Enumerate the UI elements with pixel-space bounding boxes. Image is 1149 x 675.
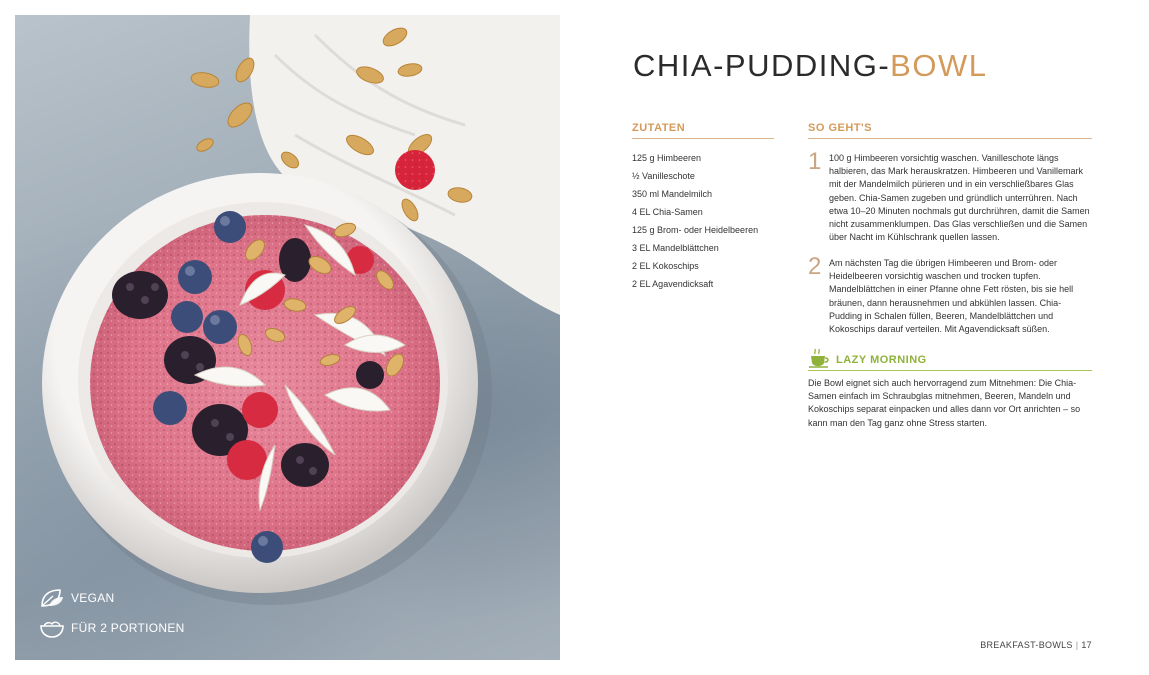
portions-label: FÜR 2 PORTIONEN	[71, 621, 185, 635]
step-number: 2	[808, 253, 822, 280]
ingredient-item: 125 g Brom- oder Heidelbeeren	[632, 225, 759, 235]
vegan-badge	[39, 584, 185, 612]
cup-icon	[808, 348, 832, 368]
footer-section: BREAKFAST-BOWLS	[980, 640, 1073, 650]
bowl-illustration	[15, 15, 560, 660]
ingredients-heading: ZUTATEN	[632, 122, 774, 139]
ingredient-item: ½ Vanilleschote	[632, 171, 695, 181]
title-accent: BOWL	[890, 48, 988, 83]
step-2	[808, 253, 1092, 336]
ingredient-item: 2 EL Kokoschips	[632, 261, 699, 271]
step-text: 100 g Himbeeren vorsichtig waschen. Vanilleschote längs halbieren, das Mark herauskratzen. Himbeeren und Vanillemark mit der Mandelmilch pürieren und in ein verschließbares Glas geben. Chia-Samen zugeben und gründlich unterrühren. Nach etwa 10–20 Minuten nochmals gut durchrühren, damit die Samen nicht zusammenklumpen. Das Glas verschließen und die Samen über Nacht im Kühlschrank quellen lassen.	[829, 153, 1090, 243]
vegan-label: VEGAN	[71, 591, 115, 605]
portions-badge	[39, 614, 185, 642]
ingredient-item: 4 EL Chia-Samen	[632, 207, 703, 217]
tip-heading: LAZY MORNING	[836, 354, 927, 366]
leaves-icon	[39, 587, 65, 609]
step-1	[808, 148, 1092, 244]
ingredient-item: 2 EL Agavendicksaft	[632, 279, 714, 289]
page-footer	[980, 640, 1092, 650]
recipe-title	[633, 48, 987, 84]
title-main: CHIA-PUDDING-	[633, 48, 891, 83]
step-text: Am nächsten Tag die übrigen Himbeeren und Brom- oder Heidelbeeren vorsichtig waschen und trocken tupfen. Mandelblättchen in einer Pfanne ohne Fett rösten, bis sie hell bräunen, dann herausnehmen und abkühlen lassen. Chia-Pudding in Schalen füllen, Beeren, Mandelblättchen und Kokoschips darauf verteilen. Mit Agavendicksaft süßen.	[829, 258, 1074, 335]
recipe-photo	[15, 15, 560, 660]
steps-heading: SO GEHT'S	[808, 122, 1092, 139]
ingredients-list	[632, 149, 758, 293]
bowl-icon	[39, 617, 65, 639]
ingredient-item: 3 EL Mandelblättchen	[632, 243, 719, 253]
ingredient-item: 350 ml Mandelmilch	[632, 189, 713, 199]
recipe-badges	[39, 582, 185, 642]
page-number: 17	[1081, 640, 1092, 650]
step-number: 1	[808, 148, 822, 175]
tip-text: Die Bowl eignet sich auch hervorragend zum Mitnehmen: Die Chia-Samen einfach im Schraubglas mitnehmen, Beeren, Mandeln und Kokoschips separat einpacken und alles dann vor Ort anrichten – so kann man den Tag ganz ohne Stress starten.	[808, 378, 1081, 428]
ingredient-item: 125 g Himbeeren	[632, 153, 702, 163]
footer-separator: |	[1075, 640, 1079, 650]
tip-heading-bar	[808, 346, 1092, 371]
